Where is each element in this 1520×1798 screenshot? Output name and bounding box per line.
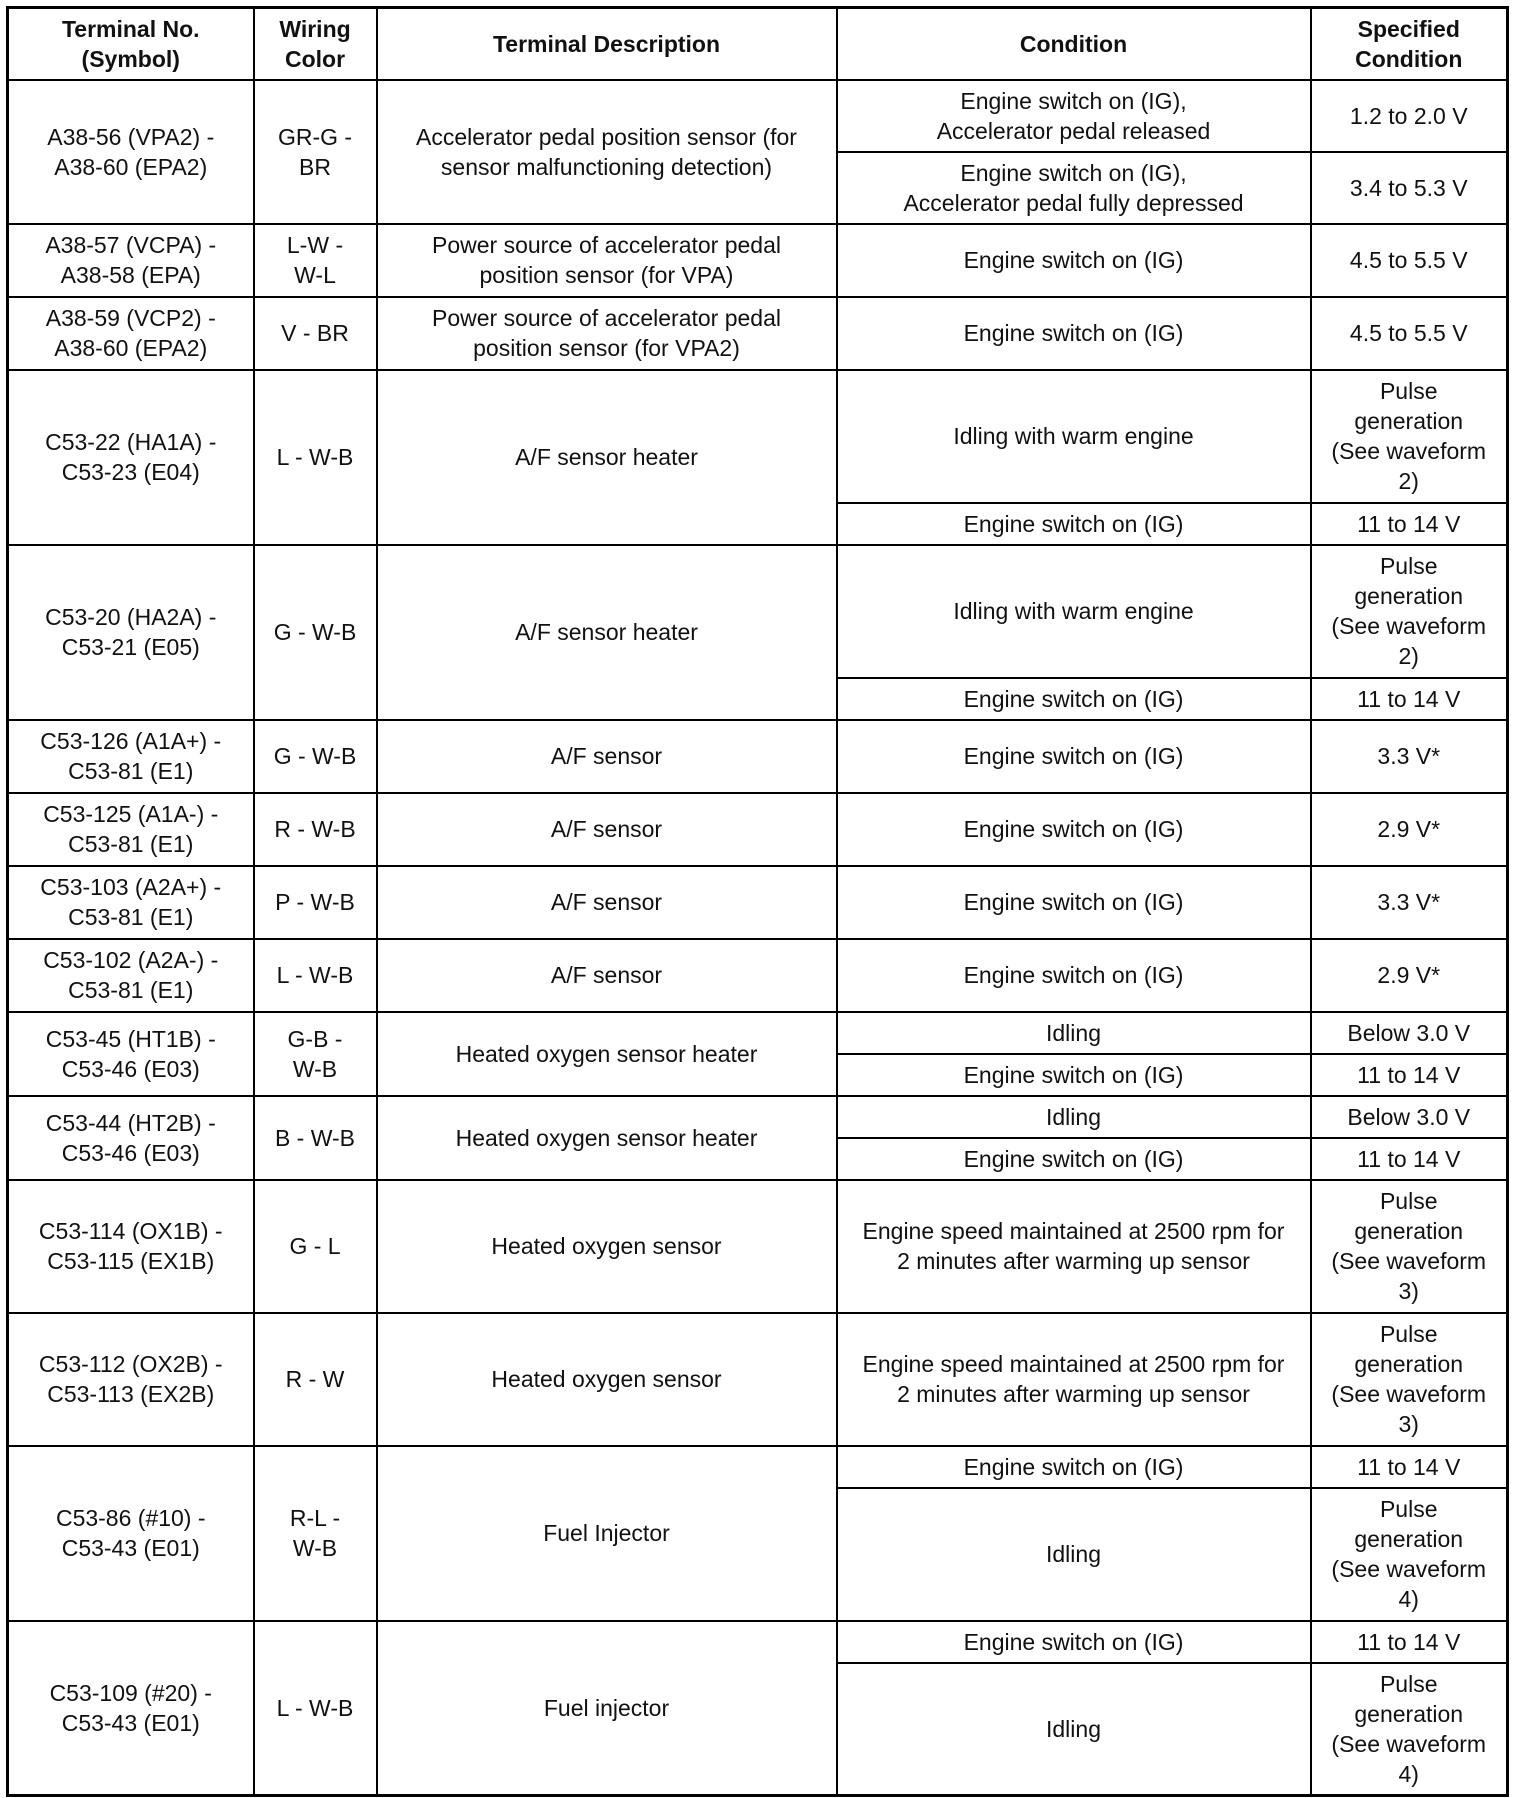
- table-row: [8, 939, 1508, 1012]
- terminal-cell: A38-59 (VCP2) - A38-60 (EPA2): [8, 297, 254, 370]
- table-row: [8, 1180, 1508, 1313]
- wiring-color-cell: L - W-B: [254, 370, 377, 545]
- condition-cell: Engine switch on (IG): [837, 939, 1311, 1012]
- specified-condition-cell: 4.5 to 5.5 V: [1311, 224, 1508, 297]
- condition-cell: Idling with warm engine: [837, 370, 1311, 503]
- terminal-cell: C53-86 (#10) - C53-43 (E01): [8, 1446, 254, 1621]
- header-terminal-description: Terminal Description: [377, 8, 837, 80]
- table-row: [8, 224, 1508, 297]
- terminal-cell: C53-114 (OX1B) - C53-115 (EX1B): [8, 1180, 254, 1313]
- terminal-cell: C53-112 (OX2B) - C53-113 (EX2B): [8, 1313, 254, 1446]
- condition-cell: Engine speed maintained at 2500 rpm for 2 minutes after warming up sensor: [837, 1313, 1311, 1446]
- description-cell: A/F sensor heater: [377, 545, 837, 720]
- condition-cell: Engine switch on (IG), Accelerator pedal fully depressed: [837, 152, 1311, 224]
- condition-cell: Engine switch on (IG): [837, 1138, 1311, 1180]
- terminal-cell: C53-44 (HT2B) - C53-46 (E03): [8, 1096, 254, 1180]
- header-wiring-color: Wiring Color: [254, 8, 377, 80]
- condition-cell: Engine switch on (IG): [837, 503, 1311, 545]
- terminal-cell: A38-57 (VCPA) - A38-58 (EPA): [8, 224, 254, 297]
- header-condition: Condition: [837, 8, 1311, 80]
- condition-cell: Idling with warm engine: [837, 545, 1311, 678]
- header-row: [8, 8, 1508, 80]
- specified-condition-cell: Pulse generation (See waveform 4): [1311, 1663, 1508, 1796]
- condition-cell: Engine switch on (IG): [837, 720, 1311, 793]
- table-row: [8, 370, 1508, 503]
- condition-cell: Idling: [837, 1012, 1311, 1054]
- terminal-cell: C53-103 (A2A+) - C53-81 (E1): [8, 866, 254, 939]
- specified-condition-cell: 2.9 V*: [1311, 939, 1508, 1012]
- wiring-color-cell: R-L - W-B: [254, 1446, 377, 1621]
- table-row: [8, 80, 1508, 152]
- terminal-cell: C53-102 (A2A-) - C53-81 (E1): [8, 939, 254, 1012]
- wiring-color-cell: L-W - W-L: [254, 224, 377, 297]
- specified-condition-cell: Pulse generation (See waveform 3): [1311, 1313, 1508, 1446]
- specified-condition-cell: 11 to 14 V: [1311, 1054, 1508, 1096]
- wiring-color-cell: G - W-B: [254, 545, 377, 720]
- specified-condition-cell: 11 to 14 V: [1311, 503, 1508, 545]
- description-cell: Accelerator pedal position sensor (for sensor malfunctioning detection): [377, 80, 837, 224]
- terminal-cell: C53-109 (#20) - C53-43 (E01): [8, 1621, 254, 1796]
- wiring-color-cell: L - W-B: [254, 1621, 377, 1796]
- condition-cell: Engine switch on (IG): [837, 678, 1311, 720]
- condition-cell: Engine switch on (IG): [837, 1054, 1311, 1096]
- specified-condition-cell: Pulse generation (See waveform 3): [1311, 1180, 1508, 1313]
- wiring-color-cell: G-B - W-B: [254, 1012, 377, 1096]
- table-row: [8, 866, 1508, 939]
- specified-condition-cell: 11 to 14 V: [1311, 678, 1508, 720]
- description-cell: A/F sensor: [377, 939, 837, 1012]
- wiring-color-cell: B - W-B: [254, 1096, 377, 1180]
- table-row: [8, 545, 1508, 678]
- specified-condition-cell: 3.3 V*: [1311, 866, 1508, 939]
- specified-condition-cell: Below 3.0 V: [1311, 1012, 1508, 1054]
- description-cell: Heated oxygen sensor: [377, 1180, 837, 1313]
- specified-condition-cell: 11 to 14 V: [1311, 1138, 1508, 1180]
- description-cell: A/F sensor heater: [377, 370, 837, 545]
- table-row: [8, 1313, 1508, 1446]
- specified-condition-cell: 11 to 14 V: [1311, 1446, 1508, 1488]
- header-terminal-no: Terminal No. (Symbol): [8, 8, 254, 80]
- condition-cell: Engine switch on (IG): [837, 1621, 1311, 1663]
- condition-cell: Engine switch on (IG): [837, 793, 1311, 866]
- table-row: [8, 1096, 1508, 1138]
- condition-cell: Idling: [837, 1488, 1311, 1621]
- terminal-cell: C53-22 (HA1A) - C53-23 (E04): [8, 370, 254, 545]
- description-cell: Heated oxygen sensor: [377, 1313, 837, 1446]
- condition-cell: Engine speed maintained at 2500 rpm for 2 minutes after warming up sensor: [837, 1180, 1311, 1313]
- wiring-color-cell: G - L: [254, 1180, 377, 1313]
- table-row: [8, 793, 1508, 866]
- description-cell: A/F sensor: [377, 866, 837, 939]
- table-row: [8, 1012, 1508, 1054]
- specified-condition-cell: Below 3.0 V: [1311, 1096, 1508, 1138]
- specified-condition-cell: 1.2 to 2.0 V: [1311, 80, 1508, 152]
- terminal-spec-table: [6, 6, 1509, 1797]
- specified-condition-cell: Pulse generation (See waveform 4): [1311, 1488, 1508, 1621]
- description-cell: A/F sensor: [377, 793, 837, 866]
- wiring-color-cell: GR-G - BR: [254, 80, 377, 224]
- specified-condition-cell: Pulse generation (See waveform 2): [1311, 370, 1508, 503]
- description-cell: Heated oxygen sensor heater: [377, 1012, 837, 1096]
- condition-cell: Engine switch on (IG): [837, 297, 1311, 370]
- terminal-cell: C53-45 (HT1B) - C53-46 (E03): [8, 1012, 254, 1096]
- wiring-color-cell: G - W-B: [254, 720, 377, 793]
- specified-condition-cell: 3.3 V*: [1311, 720, 1508, 793]
- table-row: [8, 1621, 1508, 1663]
- table-row: [8, 297, 1508, 370]
- description-cell: Fuel injector: [377, 1621, 837, 1796]
- condition-cell: Engine switch on (IG), Accelerator pedal released: [837, 80, 1311, 152]
- table-row: [8, 1446, 1508, 1488]
- specified-condition-cell: 11 to 14 V: [1311, 1621, 1508, 1663]
- condition-cell: Idling: [837, 1663, 1311, 1796]
- condition-cell: Engine switch on (IG): [837, 224, 1311, 297]
- condition-cell: Engine switch on (IG): [837, 1446, 1311, 1488]
- description-cell: Power source of accelerator pedal position sensor (for VPA2): [377, 297, 837, 370]
- description-cell: Power source of accelerator pedal position sensor (for VPA): [377, 224, 837, 297]
- specified-condition-cell: 4.5 to 5.5 V: [1311, 297, 1508, 370]
- specified-condition-cell: Pulse generation (See waveform 2): [1311, 545, 1508, 678]
- description-cell: A/F sensor: [377, 720, 837, 793]
- condition-cell: Idling: [837, 1096, 1311, 1138]
- table-row: [8, 720, 1508, 793]
- header-specified-condition: Specified Condition: [1311, 8, 1508, 80]
- specified-condition-cell: 2.9 V*: [1311, 793, 1508, 866]
- terminal-cell: C53-20 (HA2A) - C53-21 (E05): [8, 545, 254, 720]
- wiring-color-cell: R - W: [254, 1313, 377, 1446]
- specified-condition-cell: 3.4 to 5.3 V: [1311, 152, 1508, 224]
- wiring-color-cell: P - W-B: [254, 866, 377, 939]
- table-body: [8, 80, 1508, 1796]
- wiring-color-cell: R - W-B: [254, 793, 377, 866]
- condition-cell: Engine switch on (IG): [837, 866, 1311, 939]
- terminal-cell: C53-126 (A1A+) - C53-81 (E1): [8, 720, 254, 793]
- description-cell: Heated oxygen sensor heater: [377, 1096, 837, 1180]
- wiring-color-cell: V - BR: [254, 297, 377, 370]
- terminal-cell: A38-56 (VPA2) - A38-60 (EPA2): [8, 80, 254, 224]
- description-cell: Fuel Injector: [377, 1446, 837, 1621]
- terminal-cell: C53-125 (A1A-) - C53-81 (E1): [8, 793, 254, 866]
- wiring-color-cell: L - W-B: [254, 939, 377, 1012]
